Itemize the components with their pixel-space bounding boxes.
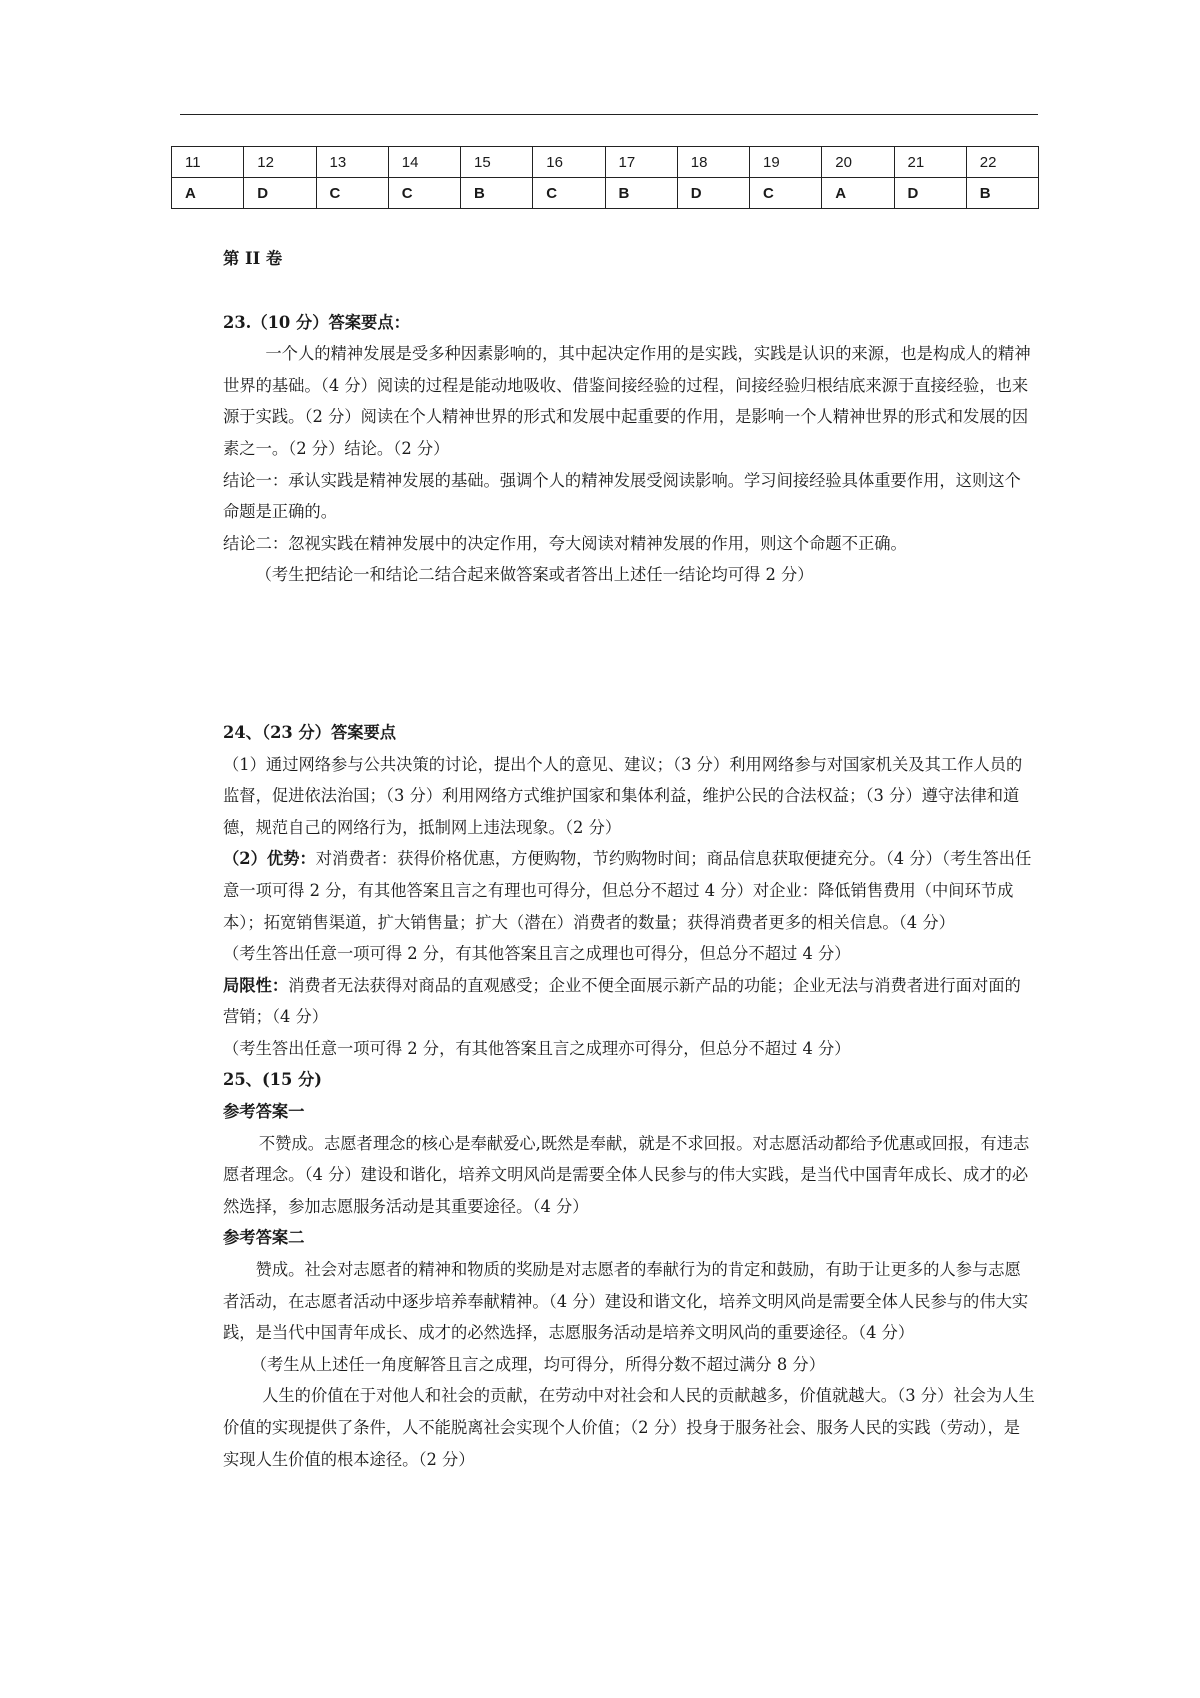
question-number-cell: 21 (894, 147, 966, 178)
question-number-cell: 18 (677, 147, 749, 178)
q24-part-1: （1）通过网络参与公共决策的讨论，提出个人的意见、建议；（3 分）利用网络参与对国家机关及其工作人员的监督，促进依法治国；（3 分）利用网络方式维护国家和集体利益，维护公民的合法权益；（3 分）遵守法律和道德，规范自己的网络行为，抵制网上违法现象。（2 分） (223, 754, 1023, 837)
answer-table-numbers-row (172, 147, 1039, 178)
q23-conclusion-1: 结论一：承认实践是精神发展的基础。强调个人的精神发展受阅读影响。学习间接经验具体重要作用，这则这个命题是正确的。 (223, 470, 1021, 522)
answer-table (171, 146, 1039, 209)
answer-cell: D (894, 178, 966, 209)
section-title: 第 II 卷 (223, 249, 283, 268)
question-number-cell: 19 (750, 147, 822, 178)
answer-cell: D (677, 178, 749, 209)
q25-reference-2-text: 赞成。社会对志愿者的精神和物质的奖励是对志愿者的奉献行为的肯定和鼓励，有助于让更多的人参与志愿者活动，在志愿者活动中逐步培养奉献精神。（4 分）建设和谐文化，培养文明风尚是需要全体人民参与的伟大实践，是当代中国青年成长、成才的必然选择，志愿服务活动是培养文明风尚的重要途径。（4 分） (223, 1260, 1029, 1343)
q24-limitations-text: 消费者无法获得对商品的直观感受；企业不便全面展示新产品的功能；企业无法与消费者进行面对面的营销；（4 分） (223, 975, 1021, 1027)
q25-reference-1-text: 不赞成。志愿者理念的核心是奉献爱心,既然是奉献，就是不求回报。对志愿活动都给予优惠或回报，有违志愿者理念。（4 分）建设和谐化，培养文明风尚是需要全体人民参与的伟大实践，是当代中国青年成长、成才的必然选择，参加志愿服务活动是其重要途径。（4 分） (223, 1133, 1030, 1216)
q23-paragraph: 一个人的精神发展是受多种因素影响的，其中起决定作用的是实践，实践是认识的来源，也是构成人的精神世界的基础。（4 分）阅读的过程是能动地吸收、借鉴间接经验的过程，间接经验归根结底来源于直接经验，也来源于实践。（2 分）阅读在个人精神世界的形式和发展中起重要的作用，是影响一个人精神世界的形式和发展的因素之一。（2 分）结论。（2 分） (223, 344, 1031, 458)
answer-cell: C (750, 178, 822, 209)
q25-reference-2-title: 参考答案二 (223, 1228, 305, 1248)
q23-title: 23.（10 分）答案要点： (223, 312, 410, 332)
q25-final-paragraph: 人生的价值在于对他人和社会的贡献，在劳动中对社会和人民的贡献越多，价值就越大。（3 分）社会为人生价值的实现提供了条件，人不能脱离社会实现个人价值；（2 分）投身于服务社会、服务人民的实践（劳动），是实现人生价值的根本途径。（2 分） (223, 1386, 1035, 1469)
q25-title: 25、(15 分) (223, 1070, 322, 1090)
q25-note: （考生从上述任一角度解答且言之成理，均可得分，所得分数不超过满分 8 分） (250, 1354, 825, 1374)
question-number-cell: 13 (316, 147, 388, 178)
question-number-cell: 22 (966, 147, 1038, 178)
question-number-cell: 17 (605, 147, 677, 178)
answer-cell: B (461, 178, 533, 209)
answer-cell: B (966, 178, 1038, 209)
answer-cell: D (244, 178, 316, 209)
q24-part-2-label: （2）优势： (223, 849, 316, 869)
question-number-cell: 12 (244, 147, 316, 178)
answer-cell: B (605, 178, 677, 209)
answer-cell: A (172, 178, 244, 209)
q24-title: 24、（23 分）答案要点 (223, 722, 397, 742)
question-number-cell: 15 (461, 147, 533, 178)
answer-cell: C (533, 178, 605, 209)
q24-limitations (223, 970, 1035, 1033)
question-number-cell: 20 (822, 147, 894, 178)
header-rule (180, 114, 1038, 115)
question-number-cell: 11 (172, 147, 244, 178)
q23-note: （考生把结论一和结论二结合起来做答案或者答出上述任一结论均可得 2 分） (255, 565, 814, 585)
answer-content (223, 243, 1035, 1475)
q24-limitations-label: 局限性： (223, 975, 289, 995)
question-number-cell: 14 (388, 147, 460, 178)
answer-cell: C (316, 178, 388, 209)
q25-reference-1-title: 参考答案一 (223, 1102, 305, 1122)
q23-conclusion-2: 结论二：忽视实践在精神发展中的决定作用，夸大阅读对精神发展的作用，则这个命题不正确。 (223, 533, 907, 553)
question-number-cell: 16 (533, 147, 605, 178)
q24-note-1: （考生答出任意一项可得 2 分，有其他答案且言之成理也可得分，但总分不超过 4 分） (223, 944, 851, 964)
q24-note-2: （考生答出任意一项可得 2 分，有其他答案且言之成理亦可得分，但总分不超过 4 分） (223, 1038, 851, 1058)
q24-part-2 (223, 843, 1035, 938)
q24-part-2-text: 对消费者：获得价格优惠，方便购物，节约购物时间；商品信息获取便捷充分。（4 分）（考生答出任意一项可得 2 分，有其他答案且言之有理也可得分，但总分不超过 4 分）对企业：降低销售费用（中间环节成本）；拓宽销售渠道，扩大销售量；扩大（潜在）消费者的数量；获得消费者更多的相关信息。（4 分） (223, 849, 1032, 932)
answer-table-answers-row (172, 178, 1039, 209)
answer-cell: C (388, 178, 460, 209)
answer-cell: A (822, 178, 894, 209)
